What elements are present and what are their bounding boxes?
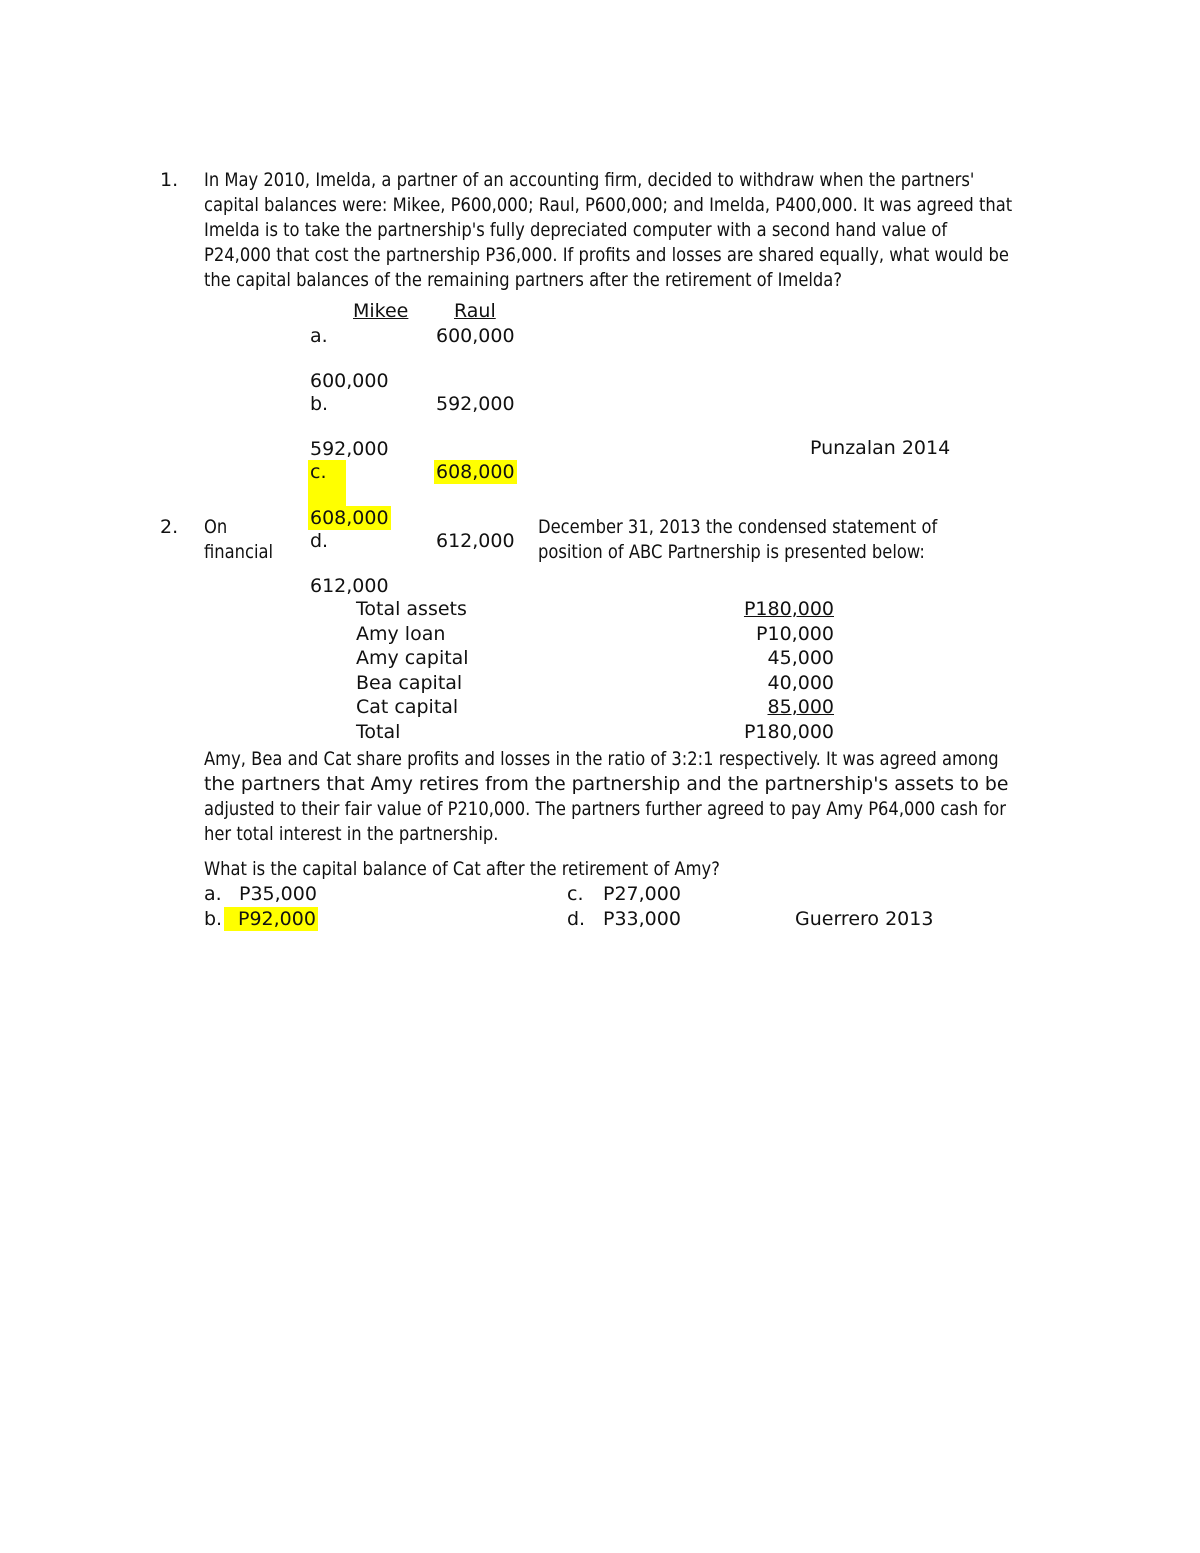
statement-value-cat-capital: 85,000: [767, 696, 834, 718]
q1-choice-c-letter: c.: [308, 460, 346, 508]
statement-label-total: Total: [356, 721, 401, 743]
q1-choice-c-raul: 608,000: [436, 461, 515, 483]
statement-label-total-assets: Total assets: [356, 598, 467, 620]
q2-intro-right-2: position of ABC Partnership is presented below:: [538, 541, 925, 563]
q1-choice-d-mikee: 612,000: [310, 575, 389, 597]
q2-choice-d-letter: d.: [567, 908, 586, 930]
q1-choice-d-letter: d.: [310, 530, 329, 552]
q2-choice-b-value: P92,000: [224, 907, 318, 931]
q2-question: What is the capital balance of Cat after the retirement of Amy?: [204, 858, 720, 880]
q1-line-3: Imelda is to take the partnership's fully depreciated computer with a second hand value of: [204, 219, 948, 241]
q1-choice-a-mikee: 600,000: [310, 370, 389, 392]
q1-column-raul: Raul: [454, 300, 496, 322]
q1-line-4: P24,000 that cost the partnership P36,000. If profits and losses are shared equally, what would be: [204, 244, 1009, 266]
q2-choice-a-letter: a.: [204, 883, 222, 905]
statement-value-amy-loan: P10,000: [756, 623, 834, 645]
q1-choice-b-mikee: 592,000: [310, 438, 389, 460]
q1-source: Punzalan 2014: [810, 437, 951, 459]
q1-line-2: capital balances were: Mikee, P600,000; Raul, P600,000; and Imelda, P400,000. It was agreed that: [204, 194, 1013, 216]
q1-number: 1.: [160, 169, 179, 191]
q2-paragraph-line-2: the partners that Amy retires from the partnership and the partnership's assets to be: [204, 773, 1009, 795]
statement-value-bea-capital: 40,000: [767, 672, 834, 694]
statement-label-amy-loan: Amy loan: [356, 623, 446, 645]
q1-choice-a-letter: a.: [310, 325, 328, 347]
statement-value-amy-capital: 45,000: [767, 647, 834, 669]
q1-line-1: In May 2010, Imelda, a partner of an accounting firm, decided to withdraw when the partners': [204, 169, 975, 191]
q2-choice-b-letter: b.: [204, 908, 223, 930]
q1-choice-b-raul: 592,000: [436, 393, 515, 415]
q2-choice-c-value: P27,000: [603, 883, 681, 905]
q2-paragraph-line-4: her total interest in the partnership.: [204, 823, 499, 845]
q2-intro-left-2: financial: [204, 541, 274, 563]
q1-choice-d-raul: 612,000: [436, 530, 515, 552]
q2-intro-left-1: On: [204, 516, 228, 538]
statement-label-amy-capital: Amy capital: [356, 647, 469, 669]
q2-choice-a-value: P35,000: [239, 883, 317, 905]
q1-choice-c-mikee: 608,000: [310, 507, 389, 529]
q2-paragraph-line-1: Amy, Bea and Cat share profits and losses in the ratio of 3:2:1 respectively. It was agreed among: [204, 748, 999, 770]
q1-line-5: the capital balances of the remaining partners after the retirement of Imelda?: [204, 269, 842, 291]
statement-label-bea-capital: Bea capital: [356, 672, 463, 694]
statement-label-cat-capital: Cat capital: [356, 696, 459, 718]
q1-choice-b-letter: b.: [310, 393, 329, 415]
q2-choice-d-value: P33,000: [603, 908, 681, 930]
q1-column-mikee: Mikee: [353, 300, 409, 322]
statement-value-total: P180,000: [743, 721, 834, 743]
q2-number: 2.: [160, 516, 179, 538]
statement-value-total-assets: P180,000: [743, 598, 834, 620]
q2-choice-c-letter: c.: [567, 883, 584, 905]
q2-source: Guerrero 2013: [795, 908, 934, 930]
q1-choice-a-raul: 600,000: [436, 325, 515, 347]
q2-intro-right-1: December 31, 2013 the condensed statement of: [538, 516, 938, 538]
q2-paragraph-line-3: adjusted to their fair value of P210,000. The partners further agreed to pay Amy P64,000 cash for: [204, 798, 1006, 820]
